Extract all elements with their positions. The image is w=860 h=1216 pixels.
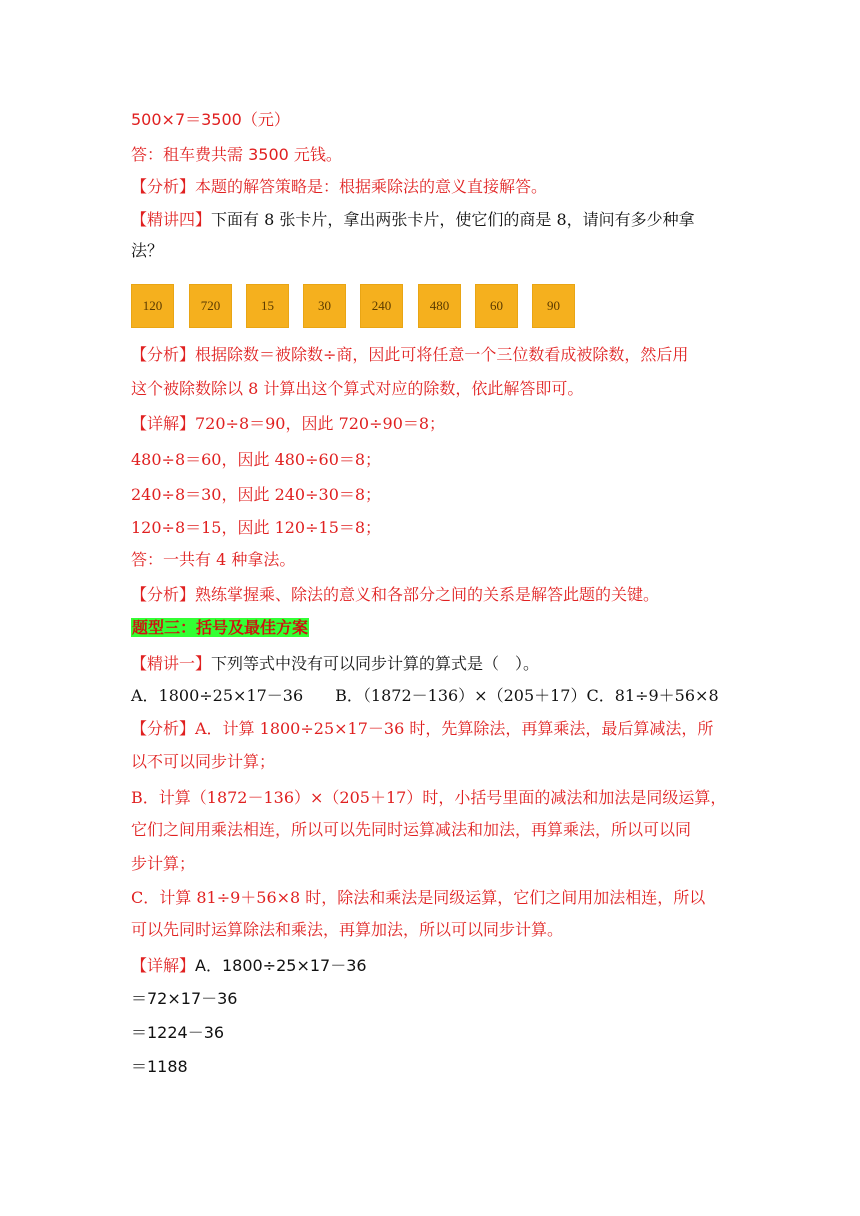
text-line bbox=[131, 484, 381, 506]
number-card: 480 bbox=[418, 284, 461, 328]
text-segment: 下列等式中没有可以同步计算的算式是（ ）。 bbox=[211, 654, 540, 673]
text-segment: 120÷8＝15，因此 120÷15＝8； bbox=[131, 518, 382, 537]
text-segment: ＝1224－36 bbox=[131, 1023, 225, 1042]
text-segment: 【详解】720÷8＝90，因此 720÷90＝8； bbox=[131, 414, 446, 433]
text-segment: 它们之间用乘法相连，所以可以先同时运算减法和加法，再算乘法，所以可以同 bbox=[131, 820, 692, 839]
text-line bbox=[131, 584, 659, 606]
text-line bbox=[131, 718, 713, 740]
text-line bbox=[131, 955, 367, 977]
section-heading bbox=[131, 617, 309, 639]
text-segment: 3500 bbox=[248, 145, 289, 164]
text-segment: 这个被除数除以 8 计算出这个算式对应的除数，依此解答即可。 bbox=[131, 379, 584, 398]
text-segment: 【精讲一】 bbox=[131, 654, 212, 673]
text-segment: 答：一共有 4 种拿法。 bbox=[131, 550, 296, 569]
number-card: 90 bbox=[532, 284, 575, 328]
number-card: 30 bbox=[303, 284, 346, 328]
text-segment: ＝1188 bbox=[131, 1057, 188, 1076]
text-segment: 步计算； bbox=[131, 854, 196, 873]
text-segment: 法？ bbox=[131, 241, 164, 260]
text-segment: 【精讲四】 bbox=[131, 210, 212, 229]
text-line bbox=[131, 209, 695, 231]
text-line bbox=[131, 787, 726, 809]
text-segment: 500×7＝3500（元） bbox=[131, 110, 290, 129]
text-segment: 下面有 8 张卡片，拿出两张卡片，使它们的商是 8，请问有多少种拿 bbox=[211, 210, 695, 229]
text-line bbox=[131, 919, 563, 941]
text-line bbox=[131, 176, 547, 198]
text-line bbox=[131, 853, 195, 875]
text-segment: 答：租车费共需 bbox=[131, 145, 249, 164]
text-segment: 题型三：括号及最佳方案 bbox=[132, 618, 309, 637]
number-card: 720 bbox=[189, 284, 232, 328]
text-line bbox=[131, 413, 445, 435]
text-line bbox=[131, 988, 238, 1010]
number-card: 60 bbox=[475, 284, 518, 328]
text-segment: 480÷8＝60，因此 480÷60＝8； bbox=[131, 450, 382, 469]
text-line bbox=[131, 887, 705, 909]
text-segment: 240÷8＝30，因此 240÷30＝8； bbox=[131, 485, 382, 504]
text-line bbox=[131, 240, 163, 262]
text-line bbox=[131, 819, 691, 841]
text-line bbox=[131, 449, 381, 471]
text-segment: 以不可以同步计算； bbox=[131, 752, 276, 771]
text-segment: 【分析】熟练掌握乘、除法的意义和各部分之间的关系是解答此题的关键。 bbox=[131, 585, 660, 604]
text-line bbox=[131, 517, 381, 539]
text-line bbox=[131, 751, 275, 773]
text-segment: 可以先同时运算除法和乘法，再算加法，所以可以同步计算。 bbox=[131, 920, 564, 939]
text-segment: B．计算（1872－136）×（205＋17）时，小括号里面的减法和加法是同级运算， bbox=[131, 788, 727, 807]
text-segment: 【分析】本题的解答策略是：根据乘除法的意义直接解答。 bbox=[131, 177, 548, 196]
text-segment: C．计算 81÷9＋56×8 时，除法和乘法是同级运算，它们之间用加法相连，所以 bbox=[131, 888, 706, 907]
text-segment: A．1800÷25×17－36 bbox=[195, 956, 367, 975]
text-segment: ＝72×17－36 bbox=[131, 989, 238, 1008]
text-line bbox=[131, 344, 688, 366]
number-card: 15 bbox=[246, 284, 289, 328]
text-line bbox=[131, 378, 583, 400]
text-line bbox=[131, 1022, 224, 1044]
text-line bbox=[131, 653, 539, 675]
number-card: 120 bbox=[131, 284, 174, 328]
text-segment: A．1800÷25×17－36 B．（1872－136）×（205＋17）C．81÷9＋56×8 bbox=[131, 686, 719, 705]
text-line bbox=[131, 685, 719, 707]
text-line bbox=[131, 109, 290, 131]
text-segment: 元钱。 bbox=[288, 145, 342, 164]
text-line bbox=[131, 1056, 188, 1078]
text-line bbox=[131, 144, 342, 166]
text-line bbox=[131, 549, 295, 571]
number-card: 240 bbox=[360, 284, 403, 328]
text-segment: 【分析】根据除数＝被除数÷商，因此可将任意一个三位数看成被除数，然后用 bbox=[131, 345, 689, 364]
text-segment: 【详解】 bbox=[131, 956, 196, 975]
text-segment: 【分析】A．计算 1800÷25×17－36 时，先算除法，再算乘法，最后算减法，所 bbox=[131, 719, 714, 738]
